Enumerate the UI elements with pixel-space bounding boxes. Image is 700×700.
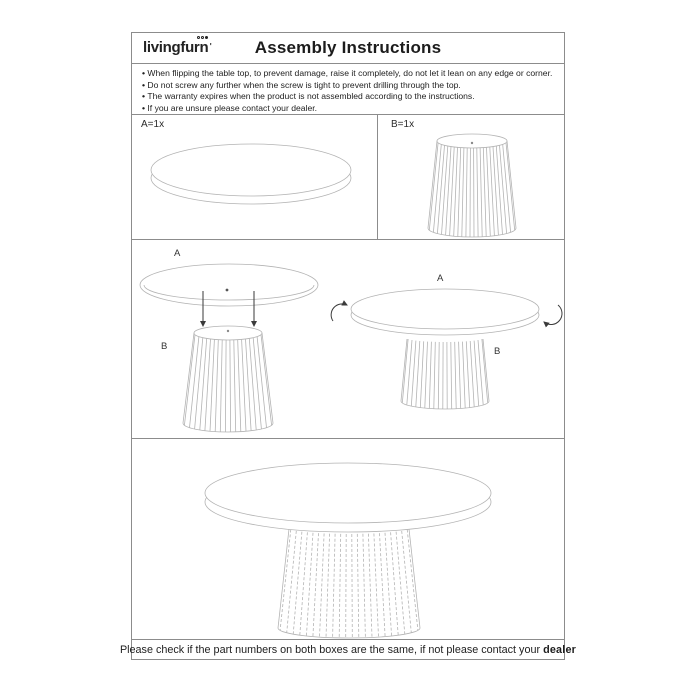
table-top: [205, 463, 491, 532]
table-top: [351, 289, 539, 335]
part-a-count-label: A=1x: [141, 119, 165, 130]
label-b-left: B: [161, 341, 168, 352]
label-a-left: A: [174, 248, 181, 259]
note-item: • Do not screw any further when the screw is tight to prevent drilling through the top.: [142, 80, 558, 92]
rotate-arrow-left-icon: [331, 304, 347, 321]
note-item: • If you are unsure please contact your dealer.: [142, 103, 558, 115]
page-title: Assembly Instructions: [254, 38, 442, 57]
parts-section: [132, 115, 564, 240]
brand-logo: [143, 39, 212, 56]
tabletop-drawing: [132, 115, 377, 239]
table-top: [151, 144, 351, 204]
assembly-diagram: [132, 240, 564, 438]
note-item: • The warranty expires when the product is not assembled according to the instructions.: [142, 91, 558, 103]
final-assembly-section: [132, 439, 564, 640]
base-drawing: [378, 115, 564, 239]
label-b-right: B: [494, 346, 501, 357]
part-b-count-label: B=1x: [391, 119, 415, 130]
table-top-underside: [140, 264, 318, 306]
screw-hole-dot: [227, 330, 229, 332]
notes-list: [132, 64, 564, 115]
part-a-box: [132, 115, 378, 239]
label-a-right: A: [437, 273, 444, 284]
notes-box: [132, 64, 564, 115]
part-b-box: [378, 115, 564, 239]
logo-trademark-tick-icon: ': [209, 42, 212, 51]
assembled-view: [331, 289, 562, 409]
assembly-section: [132, 240, 564, 439]
footer-emphasis: dealer: [543, 644, 577, 656]
rotate-arrow-right-icon: [544, 305, 562, 325]
logo-dots-icon: [197, 36, 208, 39]
assembled-table-drawing: [132, 439, 564, 639]
table-base: [401, 339, 489, 409]
footer-text: Please check if the part numbers on both boxes are the same, if not please contact your: [119, 644, 544, 656]
screw-hole-dot: [226, 289, 229, 292]
table-base: [278, 529, 420, 638]
table-base: [183, 326, 273, 432]
instruction-sheet: [119, 32, 577, 660]
note-item: • When flipping the table top, to prevent damage, raise it completely, do not let it lean on any edge or corner.: [142, 68, 558, 80]
screw-hole-dot: [471, 142, 473, 144]
header: [132, 33, 564, 64]
brand-name: livingfurn: [143, 39, 209, 56]
footer-note: [119, 640, 577, 660]
table-base: [428, 134, 516, 237]
